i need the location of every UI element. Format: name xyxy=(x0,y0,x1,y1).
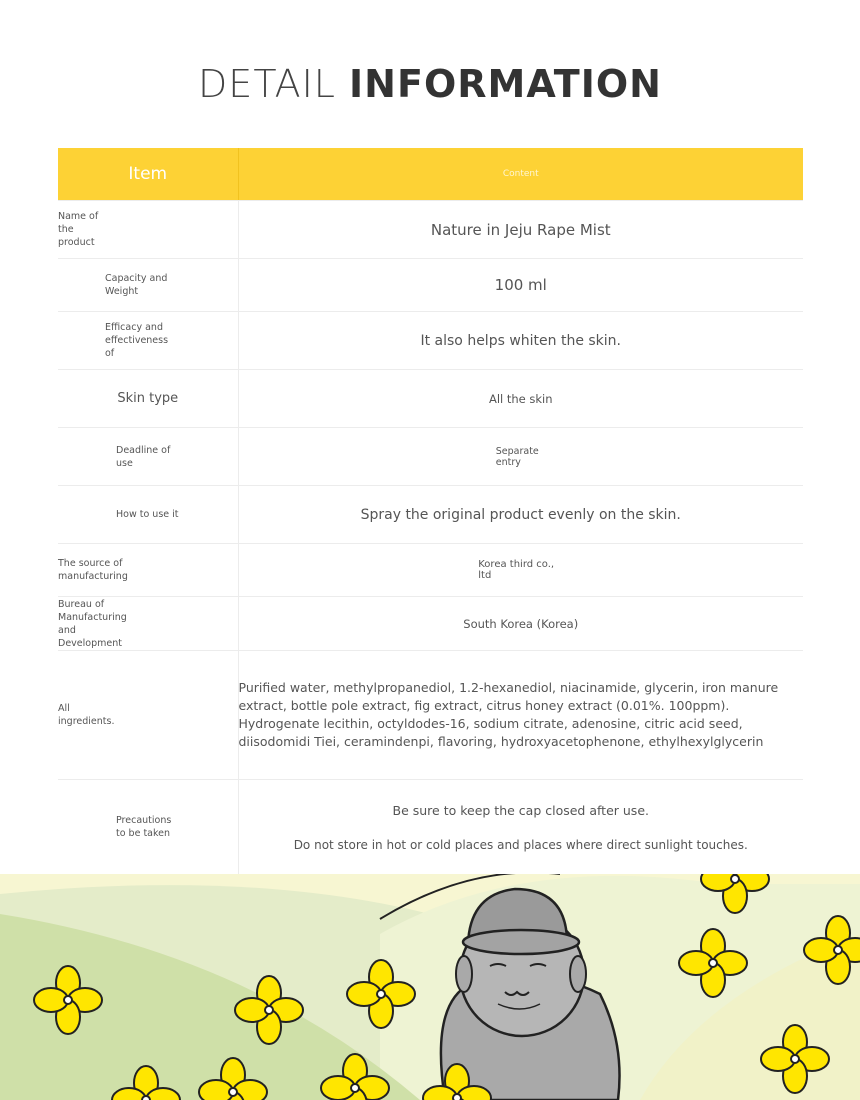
row-value: Korea third co., ltd xyxy=(478,559,555,581)
detail-table xyxy=(58,148,803,875)
table-row xyxy=(58,780,803,875)
row-value: All the skin xyxy=(238,370,803,428)
table-row xyxy=(58,312,803,370)
table-row xyxy=(58,651,803,780)
row-label: Bureau of Manufacturing and Development xyxy=(58,598,127,649)
jeju-illustration xyxy=(0,874,860,1100)
table-row xyxy=(58,428,803,486)
precaution-line-2: Do not store in hot or cold places and places where direct sunlight touches. xyxy=(293,837,748,852)
row-value: Nature in Jeju Rape Mist xyxy=(238,201,803,259)
row-label: How to use it xyxy=(116,509,179,520)
table-row xyxy=(58,544,803,597)
table-row xyxy=(58,259,803,312)
row-label: Deadline of use xyxy=(116,444,171,469)
row-value: 100 ml xyxy=(238,259,803,312)
precaution-line-1: Be sure to keep the cap closed after use. xyxy=(392,802,649,818)
title-bold: INFORMATION xyxy=(349,62,662,106)
row-value: It also helps whiten the skin. xyxy=(238,312,803,370)
row-label: Precautions to be taken xyxy=(116,815,172,839)
row-value: Purified water, methylpropanediol, 1.2-hexanediol, niacinamide, glycerin, iron manure extract, bottle pole extract, fig extract, citrus honey extract (0.01%. 100ppm). Hydrogenate lecithin, octyldodes-16, sodium citrate, adenosine, citric acid seed, diisodomidi Tiei, ceramindenpi, flavoring, hydroxyacetophenone, ethylhexylglycerin xyxy=(238,651,803,780)
row-label: Efficacy and effectiveness of xyxy=(105,322,169,359)
row-label: All ingredients. xyxy=(58,703,115,727)
title-light: DETAIL xyxy=(198,62,336,106)
row-value: Separate entry xyxy=(495,445,539,468)
table-header-row xyxy=(58,148,803,201)
row-label: The source of manufacturing xyxy=(58,558,128,582)
row-label: Name of the product xyxy=(58,211,99,248)
illustration-svg xyxy=(0,874,860,1100)
row-label: Capacity and Weight xyxy=(105,273,168,297)
row-value: Spray the original product evenly on the skin. xyxy=(238,486,803,544)
table-row xyxy=(58,201,803,259)
table-row xyxy=(58,597,803,651)
header-content: Content xyxy=(238,148,803,201)
row-value: South Korea (Korea) xyxy=(238,597,803,651)
table-row xyxy=(58,486,803,544)
row-label: Skin type xyxy=(117,391,179,406)
header-item: Item xyxy=(58,148,238,201)
page-title xyxy=(0,62,860,106)
table-row xyxy=(58,370,803,428)
